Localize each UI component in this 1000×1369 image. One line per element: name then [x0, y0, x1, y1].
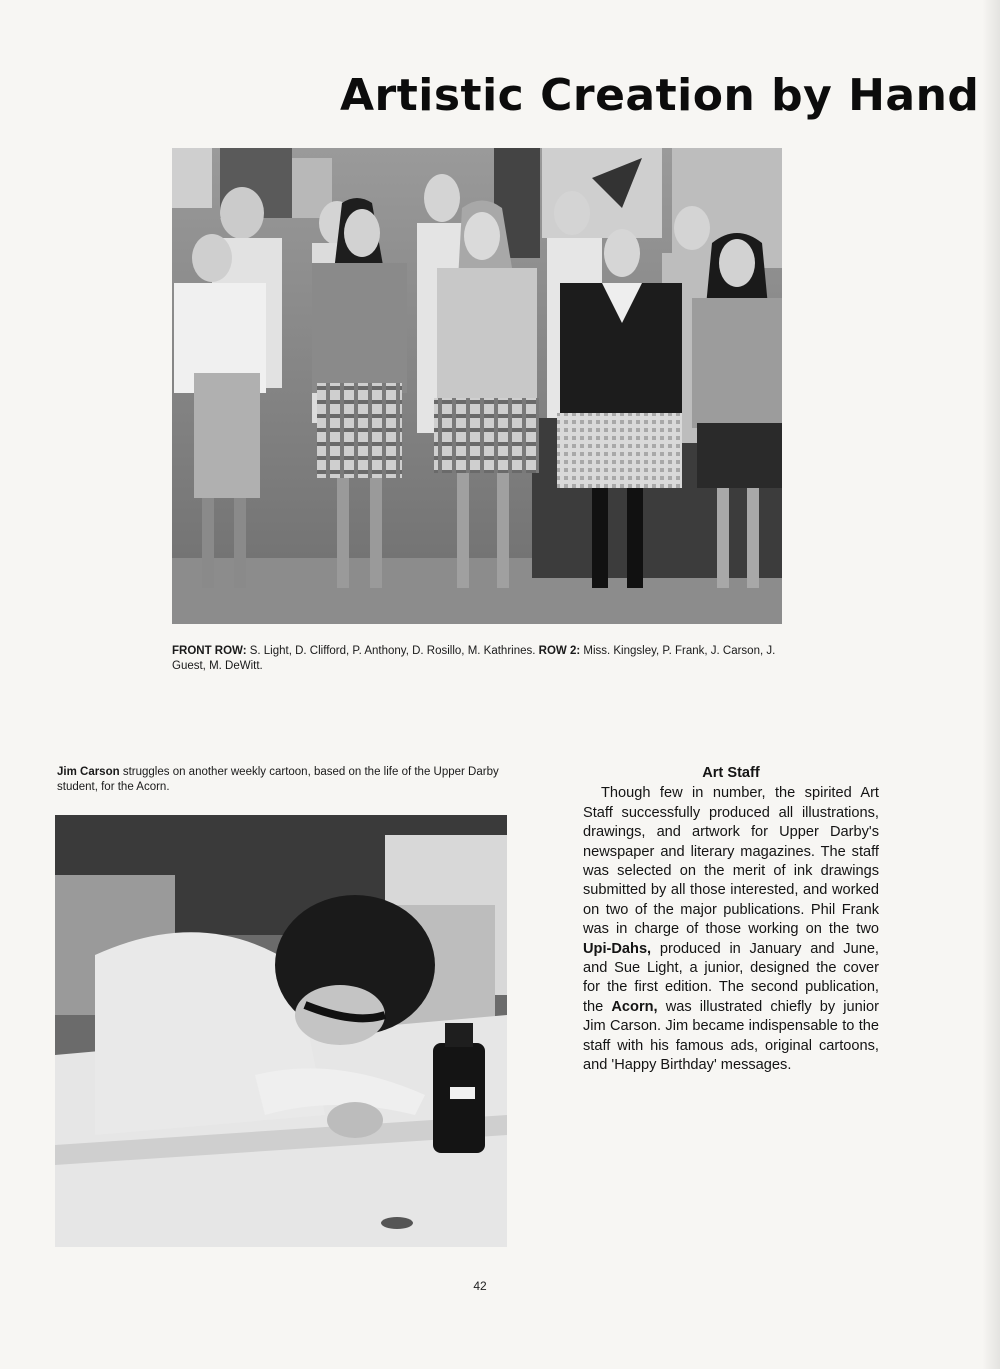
page-number: 42 — [473, 1279, 487, 1293]
article-text-part1: Though few in number, the spirited Art Staff successfully produced all illustrations, drawings, and artwork for Upper Darby's newspaper and literary magazines. The staff was selected on the merit of ink drawings submitted by all those interested, and worked on two of the major publications. Phil Frank was in charge of those working on the two — [583, 785, 879, 938]
article-text-part3: was illustrated chiefly by junior Jim Carson. Jim became indispensable to the staff with his famous ads, original cartoons, and 'Happy Birthday' messages. — [583, 998, 879, 1074]
article-title: Art Staff — [702, 765, 760, 781]
group-photo-illustration — [172, 148, 782, 624]
article-bold-upi-dahs: Upi-Dahs, — [583, 940, 652, 957]
desk-photo-illustration — [55, 815, 507, 1247]
front-row-label: FRONT ROW: — [172, 645, 247, 657]
group-photo — [172, 148, 782, 624]
art-staff-article — [583, 764, 879, 1076]
row2-label: ROW 2: — [538, 645, 581, 657]
page-headline: Artistic Creation by Hand — [340, 70, 980, 121]
article-body — [583, 784, 879, 1075]
article-bold-acorn: Acorn, — [611, 998, 658, 1015]
desk-photo-caption — [57, 765, 517, 795]
front-row-names: S. Light, D. Clifford, P. Anthony, D. Rosillo, M. Kathrines. — [246, 645, 539, 657]
desk-photo — [55, 815, 507, 1247]
desk-caption-name: Jim Carson — [57, 766, 120, 778]
page-edge-shadow — [982, 0, 1000, 1369]
desk-caption-text: struggles on another weekly cartoon, based on the life of the Upper Darby student, for the Acorn. — [57, 766, 499, 793]
group-photo-caption — [172, 644, 784, 674]
row2-names: Miss. Kingsley, P. Frank, J. Carson, J. Guest, M. DeWitt. — [172, 645, 776, 672]
article-text-part2: produced in January and June, and Sue Light, a junior, designed the cover for the first edition. The second publication, the — [583, 940, 879, 1015]
